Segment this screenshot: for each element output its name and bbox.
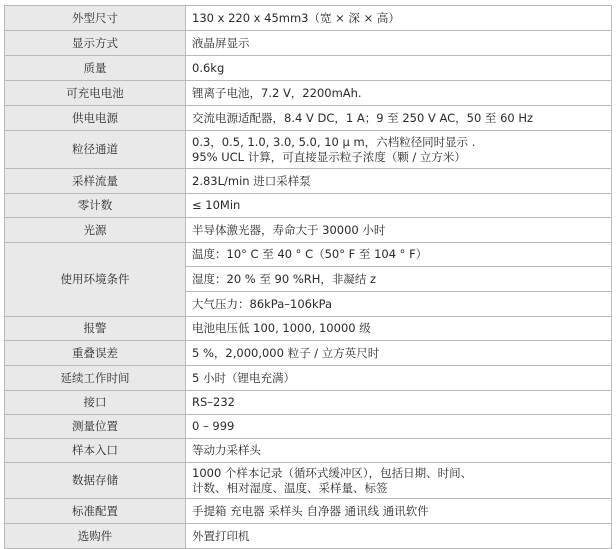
table-row (5, 391, 612, 415)
row-label-runtime: 延续工作时间 (5, 366, 186, 391)
row-value-battery: 锂离子电池，7.2 V，2200mAh. (186, 81, 612, 106)
table-row (5, 194, 612, 218)
row-label-environment: 使用环境条件 (5, 243, 186, 317)
table-row (5, 218, 612, 243)
table-row (5, 415, 612, 439)
table-row (5, 243, 612, 267)
row-label-power: 供电电源 (5, 106, 186, 131)
row-label-display: 显示方式 (5, 31, 186, 56)
row-value-options: 外置打印机 (186, 524, 612, 549)
spec-table-body (5, 6, 612, 549)
row-value-channels: 0.3，0.5, 1.0, 3.0, 5.0, 10 μ m，六档粒径同时显示 . 95% UCL 计算，可直接显示粒子浓度（颗 / 立方米） (186, 131, 612, 169)
row-label-battery: 可充电电池 (5, 81, 186, 106)
row-value-location: 0 – 999 (186, 415, 612, 439)
row-label-zero-count: 零计数 (5, 194, 186, 218)
table-row (5, 106, 612, 131)
row-label-flow: 采样流量 (5, 169, 186, 194)
table-row (5, 341, 612, 366)
row-value-interface: RS–232 (186, 391, 612, 415)
row-value-sample-inlet: 等动力采样头 (186, 439, 612, 463)
row-value-standard-config: 手提箱 充电器 采样头 自净器 通讯线 通讯软件 (186, 499, 612, 524)
row-label-location: 测量位置 (5, 415, 186, 439)
row-label-overlap-error: 重叠误差 (5, 341, 186, 366)
row-value-power: 交流电源适配器，8.4 V DC，1 A；9 至 250 V AC，50 至 60 Hz (186, 106, 612, 131)
table-row (5, 439, 612, 463)
row-value-alarm: 电池电压低 100, 1000, 10000 级 (186, 317, 612, 341)
row-value-display: 液晶屏显示 (186, 31, 612, 56)
row-value-overlap-error: 5 %，2,000,000 粒子 / 立方英尺时 (186, 341, 612, 366)
row-label-options: 选购件 (5, 524, 186, 549)
table-row (5, 6, 612, 31)
spec-table (4, 5, 612, 549)
table-row (5, 81, 612, 106)
row-label-sample-inlet: 样本入口 (5, 439, 186, 463)
row-label-dimensions: 外型尺寸 (5, 6, 186, 31)
row-value-weight: 0.6kg (186, 56, 612, 81)
table-row (5, 169, 612, 194)
table-row (5, 31, 612, 56)
table-row (5, 524, 612, 549)
row-label-interface: 接口 (5, 391, 186, 415)
row-value-light-source: 半导体激光器，寿命大于 30000 小时 (186, 218, 612, 243)
row-label-weight: 质量 (5, 56, 186, 81)
table-row (5, 463, 612, 499)
row-label-channels: 粒径通道 (5, 131, 186, 169)
row-value-pressure: 大气压力：86kPa–106kPa (186, 292, 612, 317)
table-row (5, 366, 612, 391)
row-value-dimensions: 130 x 220 x 45mm3（宽 × 深 × 高） (186, 6, 612, 31)
row-value-temperature: 温度：10° C 至 40 ° C（50° F 至 104 ° F） (186, 243, 612, 267)
table-row (5, 56, 612, 81)
row-value-data-storage: 1000 个样本记录（循环式缓冲区），包括日期、时间、 计数、相对湿度、温度、采样量、标签 (186, 463, 612, 499)
table-row (5, 131, 612, 169)
table-row (5, 499, 612, 524)
row-label-light-source: 光源 (5, 218, 186, 243)
table-row (5, 317, 612, 341)
row-label-data-storage: 数据存储 (5, 463, 186, 499)
row-value-flow: 2.83L/min 进口采样泵 (186, 169, 612, 194)
row-value-runtime: 5 小时（锂电充满） (186, 366, 612, 391)
row-label-alarm: 报警 (5, 317, 186, 341)
row-value-zero-count: ≤ 10Min (186, 194, 612, 218)
row-value-humidity: 湿度：20 % 至 90 %RH，非凝结 z (186, 267, 612, 292)
row-label-standard-config: 标准配置 (5, 499, 186, 524)
